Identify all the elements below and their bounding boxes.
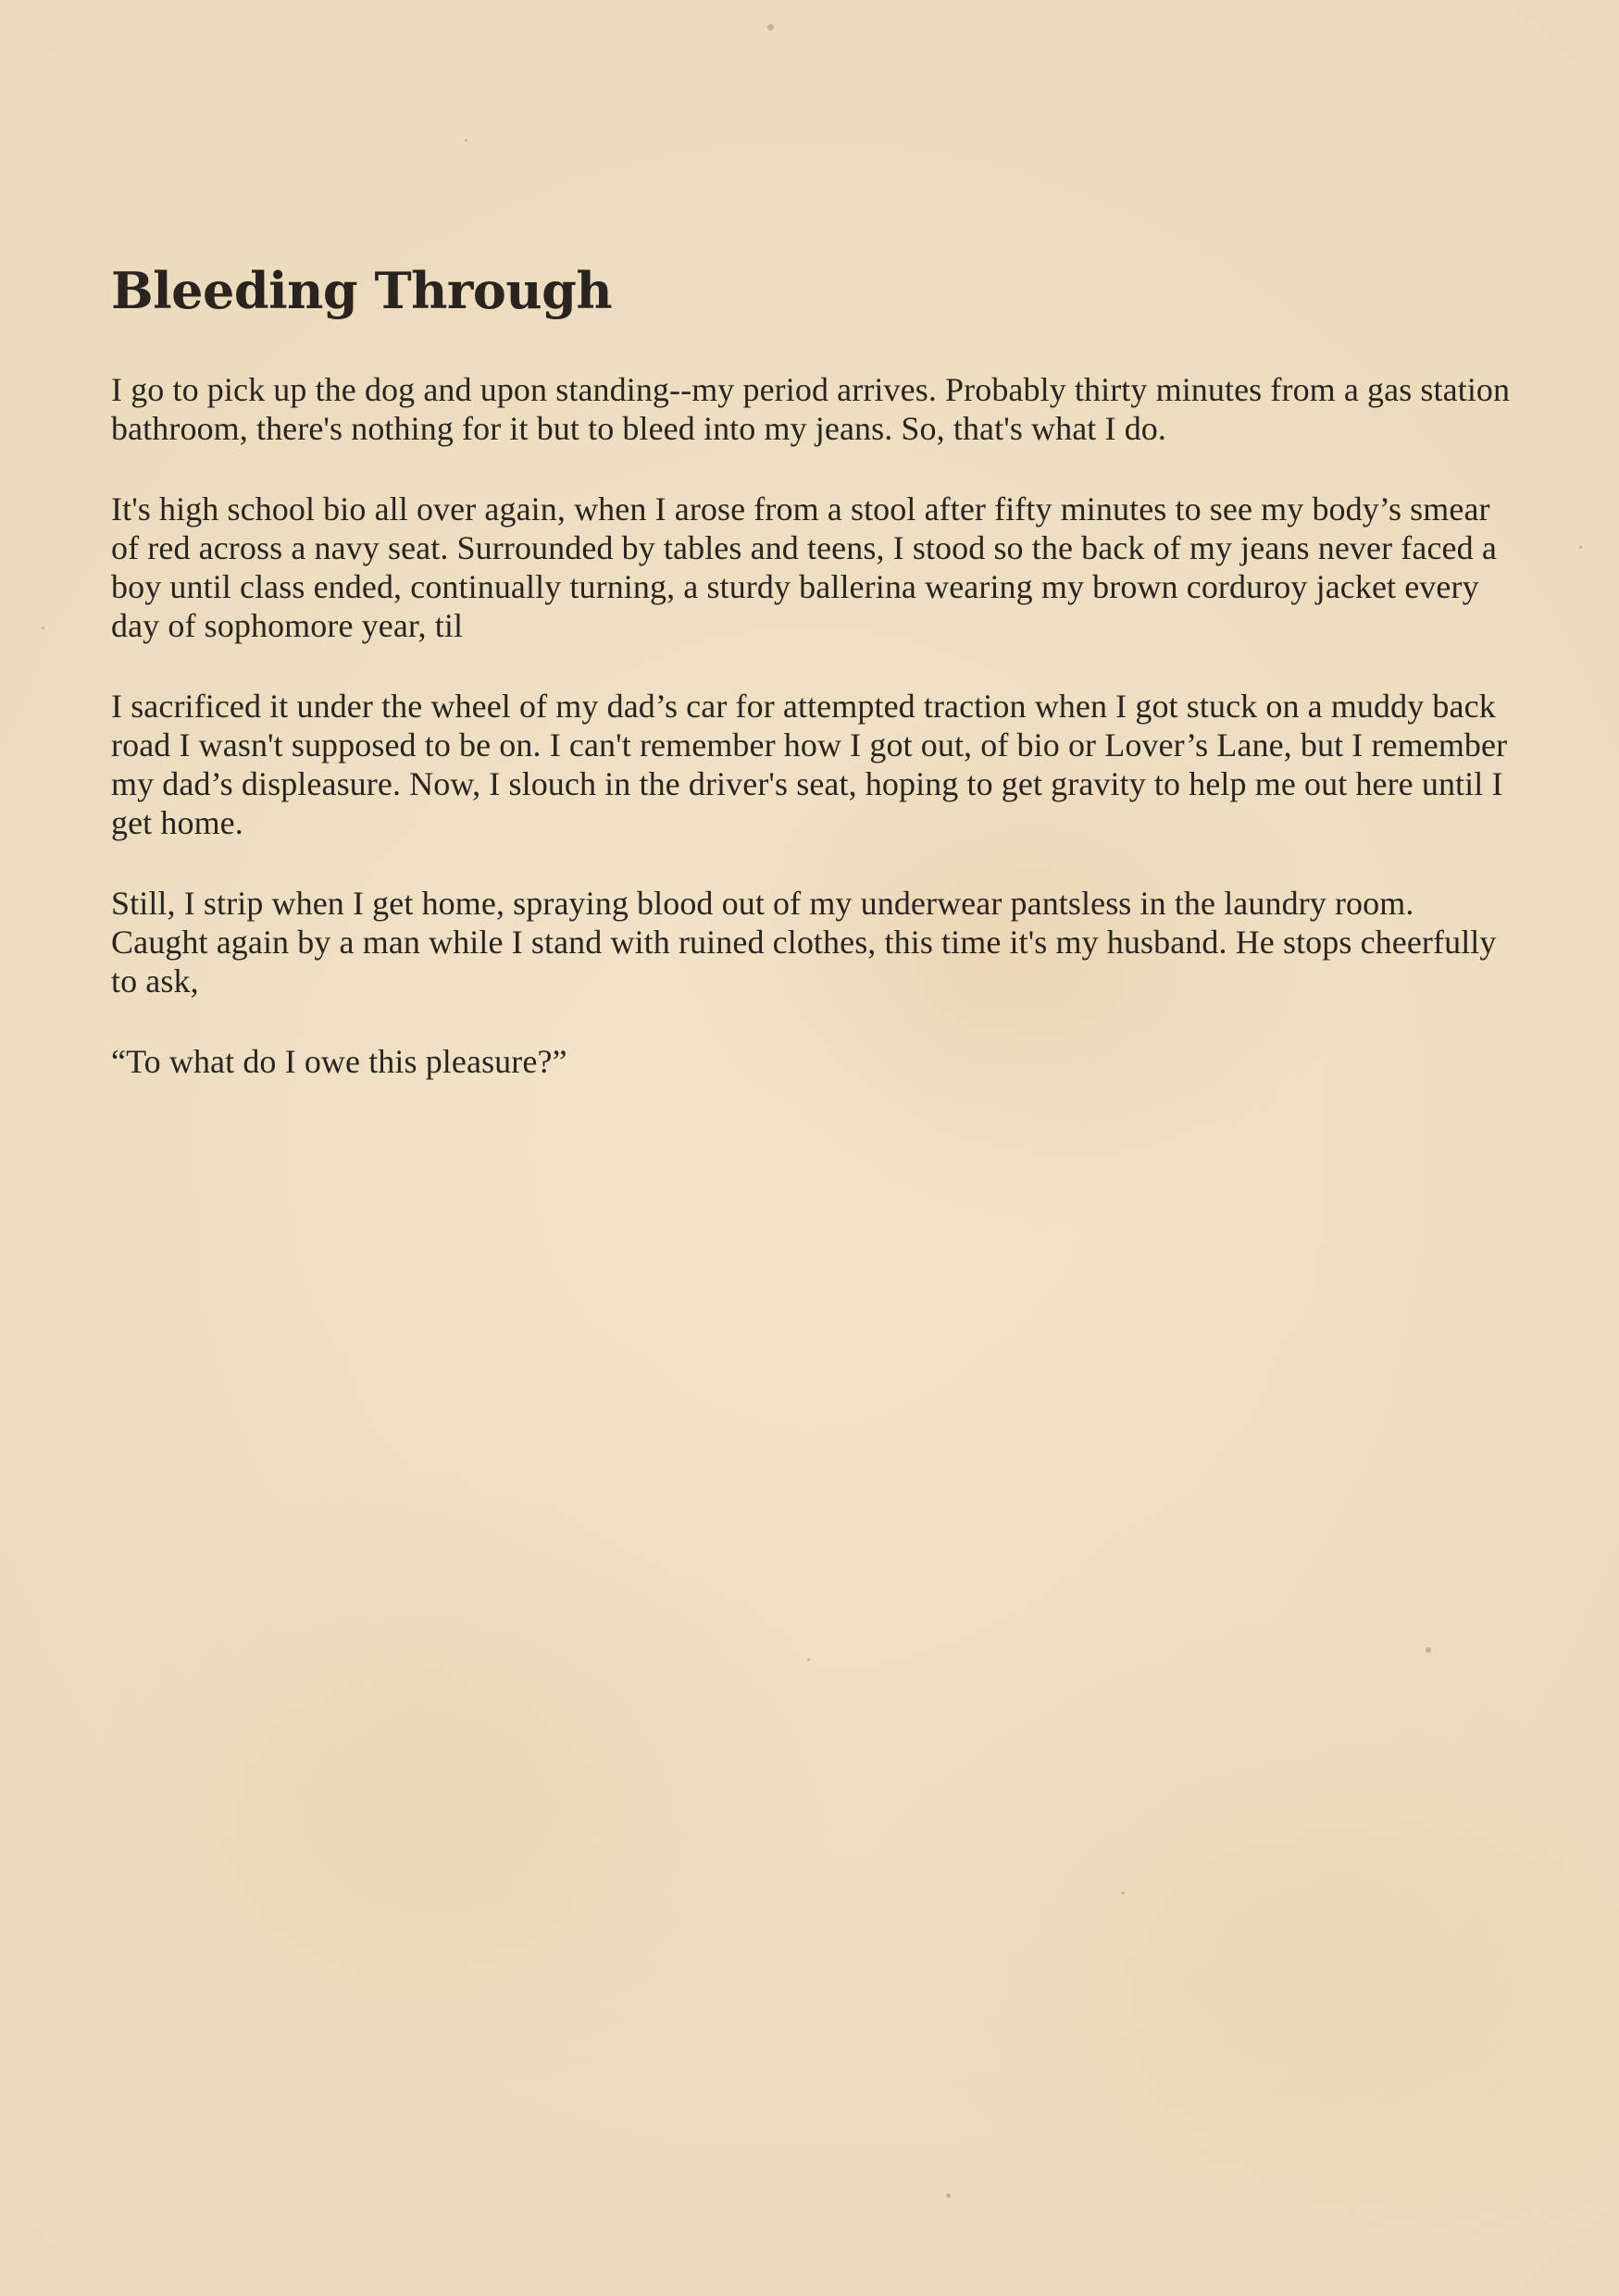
- paper-speck: [807, 1658, 810, 1661]
- paragraph: It's high school bio all over again, when I arose from a stool after fifty minutes to see my body’s smear of red across a navy seat. Surrounded by tables and teens, I stood so the back of my jeans never faced a boy until class ended, continually turning, a sturdy ballerina wearing my brown corduroy jacket every day of sophomore year, til: [111, 490, 1497, 645]
- paper-speck: [465, 139, 467, 142]
- document-body: [111, 261, 1518, 1123]
- paper-speck: [1426, 1647, 1431, 1653]
- paper-speck: [1121, 1892, 1125, 1894]
- paper-speck: [767, 24, 774, 31]
- paragraph: I sacrificed it under the wheel of my dad’s car for attempted traction when I got stuck on a muddy back road I wasn't supposed to be on. I can't remember how I got out, of bio or Lover’s Lane, but I remember my dad’s displeasure. Now, I slouch in the driver's seat, hoping to get gravity to help me out here until I get home.: [111, 688, 1508, 842]
- document-title: Bleeding Through: [111, 261, 613, 320]
- paper-speck: [42, 627, 44, 629]
- paragraph: I go to pick up the dog and upon standing--my period arrives. Probably thirty minutes from a gas station bathroom, there's nothing for it but to bleed into my jeans. So, that's what I do.: [111, 371, 1511, 448]
- paper-speck: [1579, 546, 1582, 549]
- paper-speck: [946, 2193, 951, 2198]
- closing-quote: “To what do I owe this pleasure?”: [111, 1043, 567, 1081]
- paragraph: Still, I strip when I get home, spraying blood out of my underwear pantsless in the laundry room. Caught again by a man while I stand with ruined clothes, this time it's my husband. He stops cheerfully to ask,: [111, 885, 1497, 1000]
